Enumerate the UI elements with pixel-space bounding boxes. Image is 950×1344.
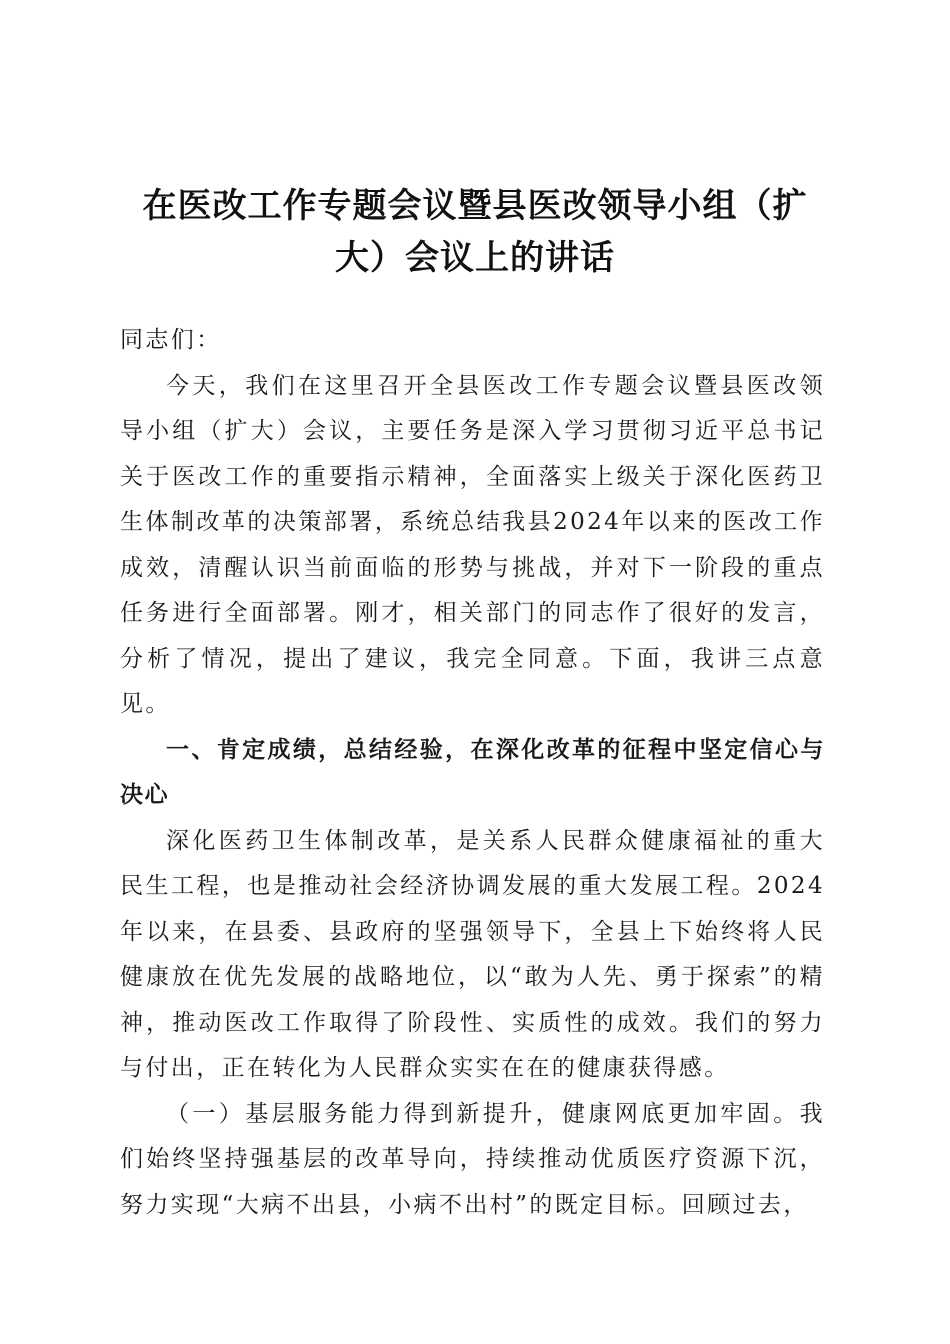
salutation: 同志们：: [120, 327, 222, 353]
paragraph-subsection-1: （一）基层服务能力得到新提升，健康网底更加牢固。我们始终坚持强基层的改革导向，持续推动优质医疗资源下沉，努力实现“大病不出县，小病不出村”的既定目标。回顾过去，: [120, 1100, 825, 1218]
paragraph-section-1: 深化医药卫生体制改革，是关系人民群众健康福祉的重大民生工程，也是推动社会经济协调发展的重大发展工程。2024年以来，在县委、县政府的坚强领导下，全县上下始终将人民健康放在优先发展的战略地位，以“敢为人先、勇于探索”的精神，推动医改工作取得了阶段性、实质性的成效。我们的努力与付出，正在转化为人民群众实实在在的健康获得感。: [120, 827, 825, 1081]
section-heading-1: 一、肯定成绩，总结经验，在深化改革的征程中坚定信心与决心: [120, 736, 825, 808]
document-title: 在医改工作专题会议暨县医改领导小组（扩大）会议上的讲话: [142, 186, 808, 278]
paragraph-intro: 今天，我们在这里召开全县医改工作专题会议暨县医改领导小组（扩大）会议，主要任务是深入学习贯彻习近平总书记关于医改工作的重要指示精神，全面落实上级关于深化医药卫生体制改革的决策部署，系统总结我县2024年以来的医改工作成效，清醒认识当前面临的形势与挑战，并对下一阶段的重点任务进行全面部署。刚才，相关部门的同志作了很好的发言，分析了情况，提出了建议，我完全同意。下面，我讲三点意见。: [120, 372, 825, 717]
document-body: [120, 318, 825, 1228]
